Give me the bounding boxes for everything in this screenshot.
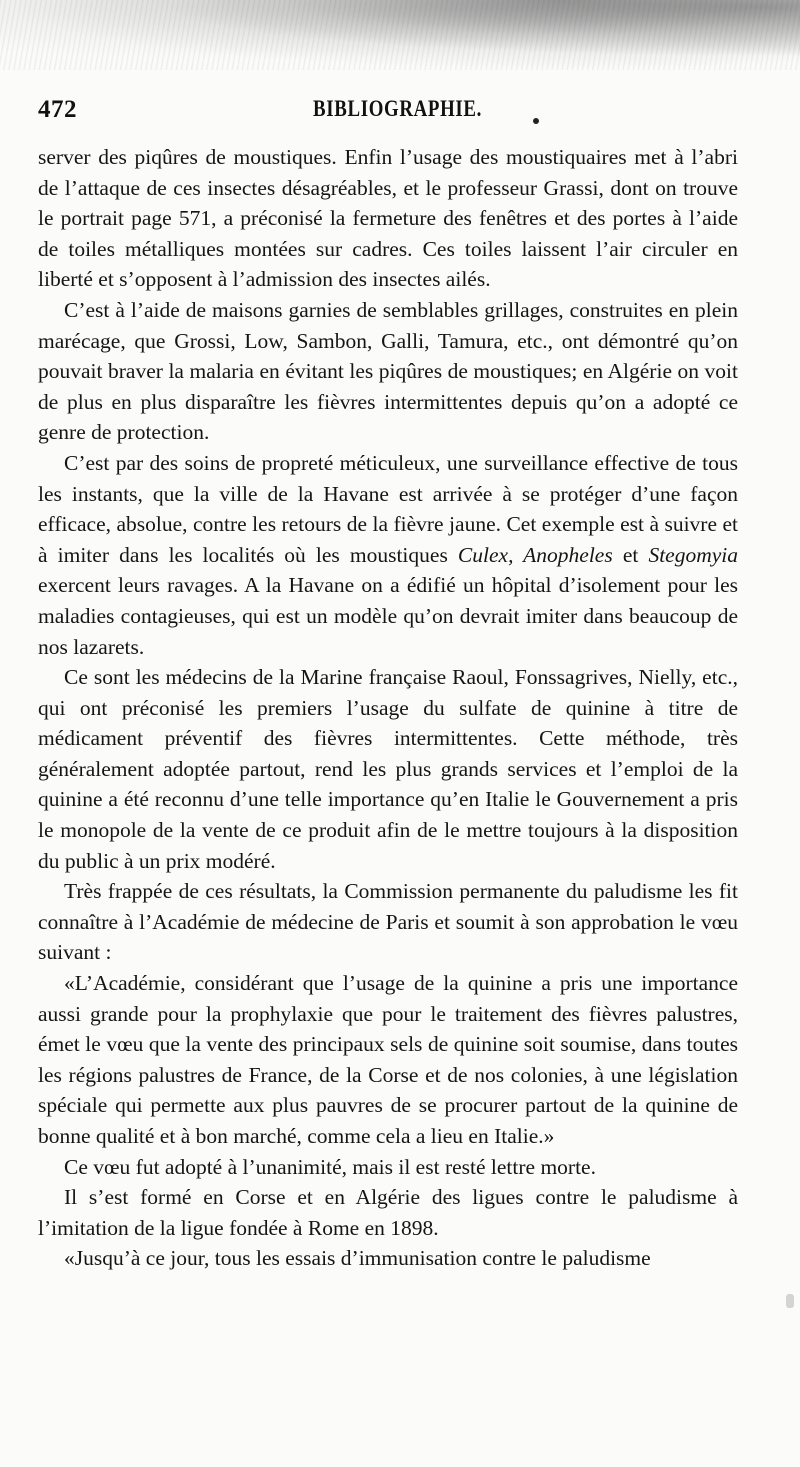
running-head (38, 96, 738, 130)
paragraph-quinine: Ce sont les médecins de la Marine française Raoul, Fonssagrives, Nielly, etc., qui ont préconisé les premiers l’usage du sulfate de quinine à titre de médicament préventif des fièvres intermittentes. Cette méthode, très généralement adoptée partout, rend les plus grands services et l’emploi de la quinine a été reconnu d’une telle importance qu’en Italie le Gouvernement a pris le monopole de la vente de ce produit afin de le mettre toujours à la disposition du public à un prix modéré. (38, 665, 738, 873)
paragraph-ligues: Il s’est formé en Corse et en Algérie des ligues contre le paludisme à l’imitation de la ligue fondée à Rome en 1898. (38, 1185, 738, 1240)
body-text (38, 142, 738, 1274)
margin-speck (786, 1294, 794, 1308)
paragraph-voeu-adopte: Ce vœu fut adopté à l’unanimité, mais il est resté lettre morte. (64, 1154, 596, 1179)
scan-edge-noise (0, 0, 800, 70)
paragraph-immunisation: «Jusqu’à ce jour, tous les essais d’immunisation contre le paludisme (64, 1246, 651, 1271)
paragraph-voeu-quote: «L’Académie, considérant que l’usage de la quinine a pris une importance aussi grande pour la prophylaxie que pour le traitement des fièvres palustres, émet le vœu que la vente des principaux sels de quinine soit soumise, dans toutes les régions palustres de France, de la Corse et de nos colonies, à une législation spéciale qui permette aux plus pauvres de se procurer partout de la quinine de bonne qualité et à bon marché, comme cela a lieu en Italie.» (38, 971, 738, 1148)
page-number: 472 (38, 96, 77, 123)
paragraph-commission: Très frappée de ces résultats, la Commission permanente du paludisme les fit connaître à l’Académie de médecine de Paris et soumit à son approbation le vœu suivant : (38, 879, 738, 965)
paragraph-havane-text-1: C’est par des soins de propreté méticuleux, une surveillance effective de tous les instants, que la ville de la Havane est arrivée à se protéger d’une façon efficace, absolue, contre les retours de la fièvre jaune. Cet exemple est à suivre et à imiter dans les localités où les moustiques (38, 450, 738, 567)
paragraph-havane-text-2: et (612, 542, 649, 567)
ink-dot (533, 118, 539, 124)
running-title: BIBLIOGRAPHIE. (313, 96, 483, 121)
species-culex-anopheles: Culex, Anopheles (457, 542, 613, 567)
paragraph-havane (38, 448, 738, 662)
paragraph-grillages: C’est à l’aide de maisons garnies de semblables grillages, construites en plein marécage, que Grossi, Low, Sambon, Galli, Tamura, etc., ont démontré qu’on pouvait braver la malaria en évitant les piqûres de moustiques; en Algérie on voit de plus en plus disparaître les fièvres intermittentes depuis qu’on a adopté ce genre de protection. (38, 297, 738, 445)
paragraph-havane-text-3: exercent leurs ravages. A la Havane on a édifié un hôpital d’isolement pour les maladies contagieuses, qui est un modèle qu’on devrait imiter dans beaucoup de nos lazarets. (38, 573, 738, 659)
species-stegomyia: Stegomyia (648, 542, 738, 567)
paragraph-continued: server des piqûres de moustiques. Enfin l’usage des moustiquaires met à l’abri de l’attaque de ces insectes désagréables, et le professeur Grassi, dont on trouve le portrait page 571, a préconisé la fermeture des fenêtres et des portes à l’aide de toiles métalliques montées sur cadres. Ces toiles laissent l’air circuler en liberté et s’opposent à l’admission des insectes ailés. (38, 145, 738, 292)
